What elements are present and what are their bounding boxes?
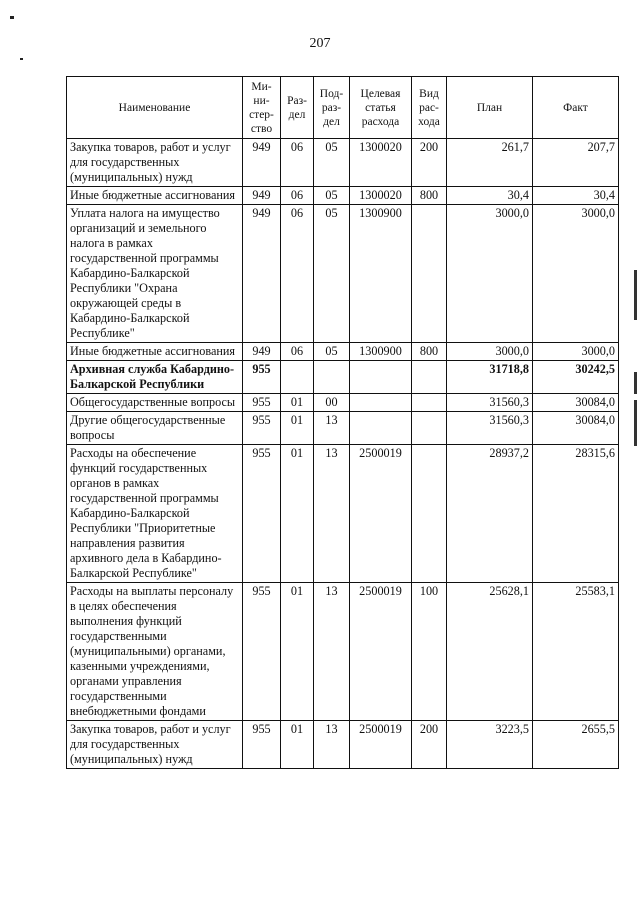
row-target: 1300020	[350, 139, 412, 187]
row-target: 1300900	[350, 343, 412, 361]
table-row	[67, 205, 619, 343]
table-row	[67, 361, 619, 394]
row-type	[412, 394, 447, 412]
row-name: Закупка товаров, работ и услуг для государственных (муниципальных) нужд	[67, 721, 243, 769]
row-target: 1300020	[350, 187, 412, 205]
header-target-article: Целевая статья расхода	[350, 77, 412, 139]
scan-edge-mark	[634, 372, 637, 394]
row-section: 06	[281, 187, 314, 205]
row-fact: 3000,0	[533, 205, 619, 343]
row-subsection: 13	[314, 445, 350, 583]
row-section: 06	[281, 205, 314, 343]
row-type: 200	[412, 139, 447, 187]
row-name: Расходы на выплаты персоналу в целях обеспечения выполнения функций государственными (муниципальными) органами, казенными учреждениями, органами управления государственными внебюджетными фондами	[67, 583, 243, 721]
row-subsection: 05	[314, 139, 350, 187]
row-plan: 31718,8	[447, 361, 533, 394]
row-subsection: 00	[314, 394, 350, 412]
row-subsection	[314, 361, 350, 394]
row-plan: 3223,5	[447, 721, 533, 769]
row-plan: 28937,2	[447, 445, 533, 583]
row-type	[412, 205, 447, 343]
header-ministry: Ми- ни- стер- ство	[243, 77, 281, 139]
row-ministry: 955	[243, 721, 281, 769]
row-ministry: 949	[243, 139, 281, 187]
row-plan: 3000,0	[447, 205, 533, 343]
row-fact: 30,4	[533, 187, 619, 205]
table-row	[67, 583, 619, 721]
header-subsection: Под- раз- дел	[314, 77, 350, 139]
row-target	[350, 361, 412, 394]
row-type: 800	[412, 187, 447, 205]
row-target	[350, 412, 412, 445]
row-fact: 2655,5	[533, 721, 619, 769]
row-section: 01	[281, 583, 314, 721]
row-section: 01	[281, 412, 314, 445]
table-row	[67, 721, 619, 769]
row-type: 200	[412, 721, 447, 769]
row-type	[412, 412, 447, 445]
row-type	[412, 361, 447, 394]
scan-edge-mark	[634, 400, 637, 446]
row-plan: 261,7	[447, 139, 533, 187]
row-fact: 30084,0	[533, 394, 619, 412]
row-subsection: 13	[314, 412, 350, 445]
row-subsection: 05	[314, 187, 350, 205]
scan-speck	[20, 58, 23, 60]
scan-speck	[10, 16, 14, 19]
row-type	[412, 445, 447, 583]
row-plan: 31560,3	[447, 394, 533, 412]
row-ministry: 955	[243, 394, 281, 412]
row-ministry: 949	[243, 187, 281, 205]
row-ministry: 949	[243, 343, 281, 361]
row-name: Общегосударственные вопросы	[67, 394, 243, 412]
row-plan: 31560,3	[447, 412, 533, 445]
row-name: Иные бюджетные ассигнования	[67, 343, 243, 361]
row-plan: 3000,0	[447, 343, 533, 361]
row-section	[281, 361, 314, 394]
row-ministry: 949	[243, 205, 281, 343]
row-subsection: 13	[314, 721, 350, 769]
page-number: 207	[309, 36, 331, 51]
row-subsection: 05	[314, 205, 350, 343]
row-ministry: 955	[243, 412, 281, 445]
row-name: Уплата налога на имущество организаций и земельного налога в рамках государственной программы Кабардино-Балкарской Республики "Охрана окружающей среды в Кабардино-Балкарской Республике"	[67, 205, 243, 343]
header-name: Наименование	[67, 77, 243, 139]
row-target: 1300900	[350, 205, 412, 343]
row-subsection: 05	[314, 343, 350, 361]
table-row	[67, 187, 619, 205]
row-target: 2500019	[350, 721, 412, 769]
row-fact: 30084,0	[533, 412, 619, 445]
row-name: Иные бюджетные ассигнования	[67, 187, 243, 205]
scan-edge-mark	[634, 270, 637, 320]
header-expense-type: Вид рас- хода	[412, 77, 447, 139]
header-plan: План	[447, 77, 533, 139]
header-fact: Факт	[533, 77, 619, 139]
row-target: 2500019	[350, 583, 412, 721]
budget-table	[66, 76, 619, 769]
row-target	[350, 394, 412, 412]
row-name: Другие общегосударственные вопросы	[67, 412, 243, 445]
header-row	[67, 77, 619, 139]
table-row	[67, 412, 619, 445]
table-row	[67, 445, 619, 583]
row-fact: 28315,6	[533, 445, 619, 583]
row-name: Архивная служба Кабардино-Балкарской Республики	[67, 361, 243, 394]
table-row	[67, 394, 619, 412]
row-plan: 30,4	[447, 187, 533, 205]
row-type: 800	[412, 343, 447, 361]
row-ministry: 955	[243, 445, 281, 583]
header-section: Раз- дел	[281, 77, 314, 139]
row-fact: 25583,1	[533, 583, 619, 721]
row-subsection: 13	[314, 583, 350, 721]
row-type: 100	[412, 583, 447, 721]
row-ministry: 955	[243, 583, 281, 721]
row-target: 2500019	[350, 445, 412, 583]
row-fact: 207,7	[533, 139, 619, 187]
row-ministry: 955	[243, 361, 281, 394]
row-section: 01	[281, 394, 314, 412]
table-row	[67, 343, 619, 361]
row-name: Закупка товаров, работ и услуг для государственных (муниципальных) нужд	[67, 139, 243, 187]
table-row	[67, 139, 619, 187]
row-name: Расходы на обеспечение функций государственных органов в рамках государственной программы Кабардино-Балкарской Республики "Приоритетные направления развития архивного дела в Кабардино-Балкарской Республике"	[67, 445, 243, 583]
row-section: 06	[281, 343, 314, 361]
row-section: 01	[281, 445, 314, 583]
row-fact: 30242,5	[533, 361, 619, 394]
row-fact: 3000,0	[533, 343, 619, 361]
row-section: 06	[281, 139, 314, 187]
row-section: 01	[281, 721, 314, 769]
row-plan: 25628,1	[447, 583, 533, 721]
